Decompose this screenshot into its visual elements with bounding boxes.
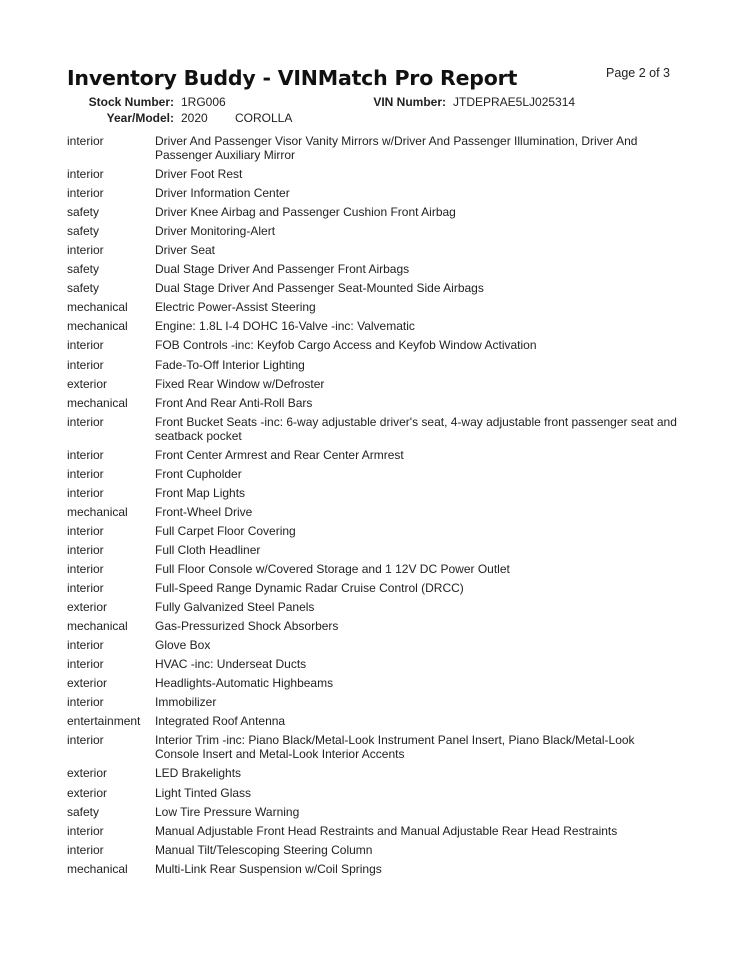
feature-row xyxy=(67,786,677,800)
feature-row xyxy=(67,581,677,595)
feature-category: interior xyxy=(67,581,104,596)
feature-description: Front-Wheel Drive xyxy=(155,504,253,519)
report-title: Inventory Buddy - VINMatch Pro Report xyxy=(67,66,518,90)
feature-description: Front Bucket Seats -inc: 6-way adjustable driver's seat, 4-way adjustable front passenger seat and seatback pocket xyxy=(155,414,677,443)
feature-description: Electric Power-Assist Steering xyxy=(155,300,316,315)
feature-description: Light Tinted Glass xyxy=(155,785,252,800)
feature-category: interior xyxy=(67,638,104,653)
vin-number-value: JTDEPRAE5LJ025314 xyxy=(453,95,576,109)
feature-description: Fully Galvanized Steel Panels xyxy=(155,600,315,615)
feature-list xyxy=(67,134,677,881)
feature-category: mechanical xyxy=(67,504,128,519)
feature-category: entertainment xyxy=(67,714,141,729)
feature-row xyxy=(67,338,677,352)
feature-row xyxy=(67,824,677,838)
feature-row xyxy=(67,448,677,462)
feature-row xyxy=(67,862,677,876)
feature-category: exterior xyxy=(67,600,108,615)
feature-category: interior xyxy=(67,357,104,372)
feature-row xyxy=(67,505,677,519)
feature-row xyxy=(67,167,677,181)
feature-category: interior xyxy=(67,186,104,201)
feature-description: Dual Stage Driver And Passenger Front Airbags xyxy=(155,262,410,277)
feature-row xyxy=(67,486,677,500)
feature-row xyxy=(67,676,677,690)
feature-description: Gas-Pressurized Shock Absorbers xyxy=(155,619,339,634)
feature-row xyxy=(67,262,677,276)
feature-row xyxy=(67,543,677,557)
feature-description: Low Tire Pressure Warning xyxy=(155,804,300,819)
feature-description: Dual Stage Driver And Passenger Seat-Mounted Side Airbags xyxy=(155,281,484,296)
feature-description: Fixed Rear Window w/Defroster xyxy=(155,376,325,391)
feature-category: interior xyxy=(67,657,104,672)
feature-row xyxy=(67,358,677,372)
feature-category: interior xyxy=(67,466,104,481)
feature-row xyxy=(67,243,677,257)
feature-description: Fade-To-Off Interior Lighting xyxy=(155,357,305,372)
feature-description: Engine: 1.8L I-4 DOHC 16-Valve -inc: Valvematic xyxy=(155,319,415,334)
feature-category: interior xyxy=(67,338,104,353)
feature-description: HVAC -inc: Underseat Ducts xyxy=(155,657,307,672)
feature-category: mechanical xyxy=(67,861,128,876)
feature-category: mechanical xyxy=(67,395,128,410)
feature-description: FOB Controls -inc: Keyfob Cargo Access and Keyfob Window Activation xyxy=(155,338,537,353)
feature-description: Full Floor Console w/Covered Storage and 1 12V DC Power Outlet xyxy=(155,561,510,576)
feature-description: Manual Tilt/Telescoping Steering Column xyxy=(155,842,373,857)
feature-description: Interior Trim -inc: Piano Black/Metal-Look Instrument Panel Insert, Piano Black/Metal-Look Console Insert and Metal-Look Interior Accents xyxy=(155,733,635,762)
feature-description: Driver Knee Airbag and Passenger Cushion Front Airbag xyxy=(155,205,456,220)
feature-description: Full Carpet Floor Covering xyxy=(155,523,296,538)
feature-description: Driver Seat xyxy=(155,243,216,258)
feature-row xyxy=(67,695,677,709)
year-model-label: Year/Model: xyxy=(106,111,174,125)
feature-category: interior xyxy=(67,447,104,462)
feature-category: exterior xyxy=(67,376,108,391)
feature-category: safety xyxy=(67,224,100,239)
feature-row xyxy=(67,319,677,333)
feature-category: safety xyxy=(67,804,100,819)
feature-description: Integrated Roof Antenna xyxy=(155,714,286,729)
feature-category: interior xyxy=(67,134,104,148)
feature-category: interior xyxy=(67,523,104,538)
feature-category: exterior xyxy=(67,785,108,800)
feature-description: Glove Box xyxy=(155,638,211,653)
feature-description: Immobilizer xyxy=(155,695,217,710)
feature-row xyxy=(67,619,677,633)
feature-description: Front And Rear Anti-Roll Bars xyxy=(155,395,313,410)
page-number: Page 2 of 3 xyxy=(606,66,670,80)
feature-row xyxy=(67,805,677,819)
feature-category: mechanical xyxy=(67,619,128,634)
feature-category: interior xyxy=(67,823,104,838)
feature-description: Front Center Armrest and Rear Center Armrest xyxy=(155,447,404,462)
feature-description: Full Cloth Headliner xyxy=(155,542,261,557)
feature-row xyxy=(67,396,677,410)
feature-category: exterior xyxy=(67,676,108,691)
feature-row xyxy=(67,415,677,443)
feature-description: Front Map Lights xyxy=(155,485,246,500)
feature-row xyxy=(67,186,677,200)
feature-description: Driver And Passenger Visor Vanity Mirrors w/Driver And Passenger Illumination, Driver And Passenger Auxiliary Mirror xyxy=(155,134,638,162)
feature-row xyxy=(67,467,677,481)
feature-row xyxy=(67,714,677,728)
feature-category: interior xyxy=(67,695,104,710)
feature-row xyxy=(67,638,677,652)
feature-category: interior xyxy=(67,243,104,258)
feature-category: interior xyxy=(67,485,104,500)
feature-description: Driver Foot Rest xyxy=(155,167,243,182)
feature-row xyxy=(67,843,677,857)
feature-category: interior xyxy=(67,542,104,557)
feature-description: Headlights-Automatic Highbeams xyxy=(155,676,334,691)
stock-number-label: Stock Number: xyxy=(88,95,174,109)
feature-category: safety xyxy=(67,281,100,296)
feature-category: exterior xyxy=(67,766,108,781)
feature-category: mechanical xyxy=(67,319,128,334)
feature-description: Multi-Link Rear Suspension w/Coil Springs xyxy=(155,861,382,876)
feature-row xyxy=(67,733,677,761)
feature-row xyxy=(67,134,677,162)
year-value: 2020 xyxy=(181,111,208,125)
feature-category: interior xyxy=(67,733,104,748)
feature-row xyxy=(67,600,677,614)
feature-row xyxy=(67,300,677,314)
feature-category: interior xyxy=(67,561,104,576)
feature-row xyxy=(67,377,677,391)
vin-number-label: VIN Number: xyxy=(373,95,446,109)
feature-description: Manual Adjustable Front Head Restraints and Manual Adjustable Rear Head Restraints xyxy=(155,823,618,838)
feature-category: interior xyxy=(67,414,104,429)
feature-category: interior xyxy=(67,167,104,182)
feature-description: Front Cupholder xyxy=(155,466,242,481)
feature-row xyxy=(67,562,677,576)
feature-row xyxy=(67,281,677,295)
feature-category: mechanical xyxy=(67,300,128,315)
feature-row xyxy=(67,766,677,780)
feature-row xyxy=(67,657,677,671)
feature-category: safety xyxy=(67,205,100,220)
feature-description: LED Brakelights xyxy=(155,766,242,781)
feature-row xyxy=(67,524,677,538)
feature-description: Full-Speed Range Dynamic Radar Cruise Control (DRCC) xyxy=(155,581,464,596)
feature-description: Driver Information Center xyxy=(155,186,290,201)
model-value: COROLLA xyxy=(235,111,293,125)
feature-description: Driver Monitoring-Alert xyxy=(155,224,276,239)
feature-row xyxy=(67,224,677,238)
feature-row xyxy=(67,205,677,219)
feature-category: interior xyxy=(67,842,104,857)
stock-number-value: 1RG006 xyxy=(181,95,226,109)
feature-category: safety xyxy=(67,262,100,277)
